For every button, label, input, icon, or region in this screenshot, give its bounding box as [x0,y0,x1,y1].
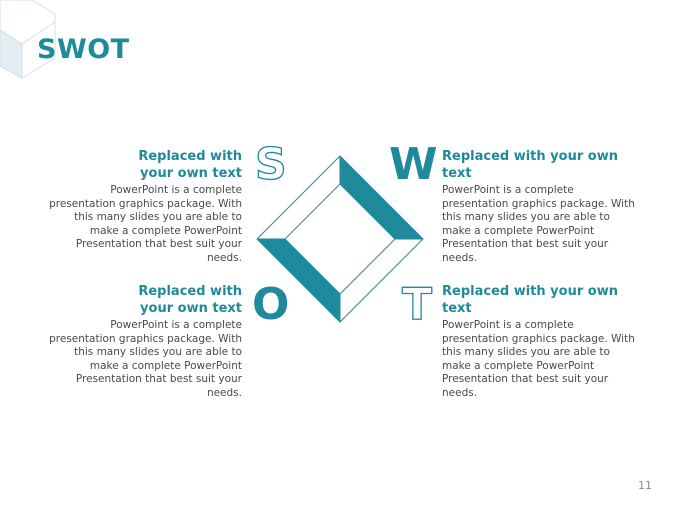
strength-heading: Replaced with your own text [138,149,242,181]
page-title: SWOT [37,34,130,65]
weakness-body: PowerPoint is a complete presentation graphics package. With this many slides you are able to make a complete PowerPoint Presentation that best suit your needs. [442,184,635,264]
strength-letter: S [255,139,287,190]
opportunity-body: PowerPoint is a complete presentation graphics package. With this many slides you are able to make a complete PowerPoint Presentation that best suit your needs. [49,319,242,399]
threat-heading: Replaced with your own text [442,284,618,316]
threat-block [442,283,642,400]
threat-body: PowerPoint is a complete presentation graphics package. With this many slides you are able to make a complete PowerPoint Presentation that best suit your needs. [442,319,635,399]
threat-letter: T [402,279,433,330]
weakness-block [442,148,642,265]
strength-body: PowerPoint is a complete presentation graphics package. With this many slides you are able to make a complete PowerPoint Presentation that best suit your needs. [49,184,242,264]
opportunity-block [42,283,242,400]
page-number: 11 [638,479,652,492]
weakness-heading: Replaced with your own text [442,149,618,181]
weakness-letter: W [389,139,438,190]
opportunity-letter: O [252,279,290,330]
opportunity-heading: Replaced with your own text [138,284,242,316]
strength-block [42,148,242,265]
